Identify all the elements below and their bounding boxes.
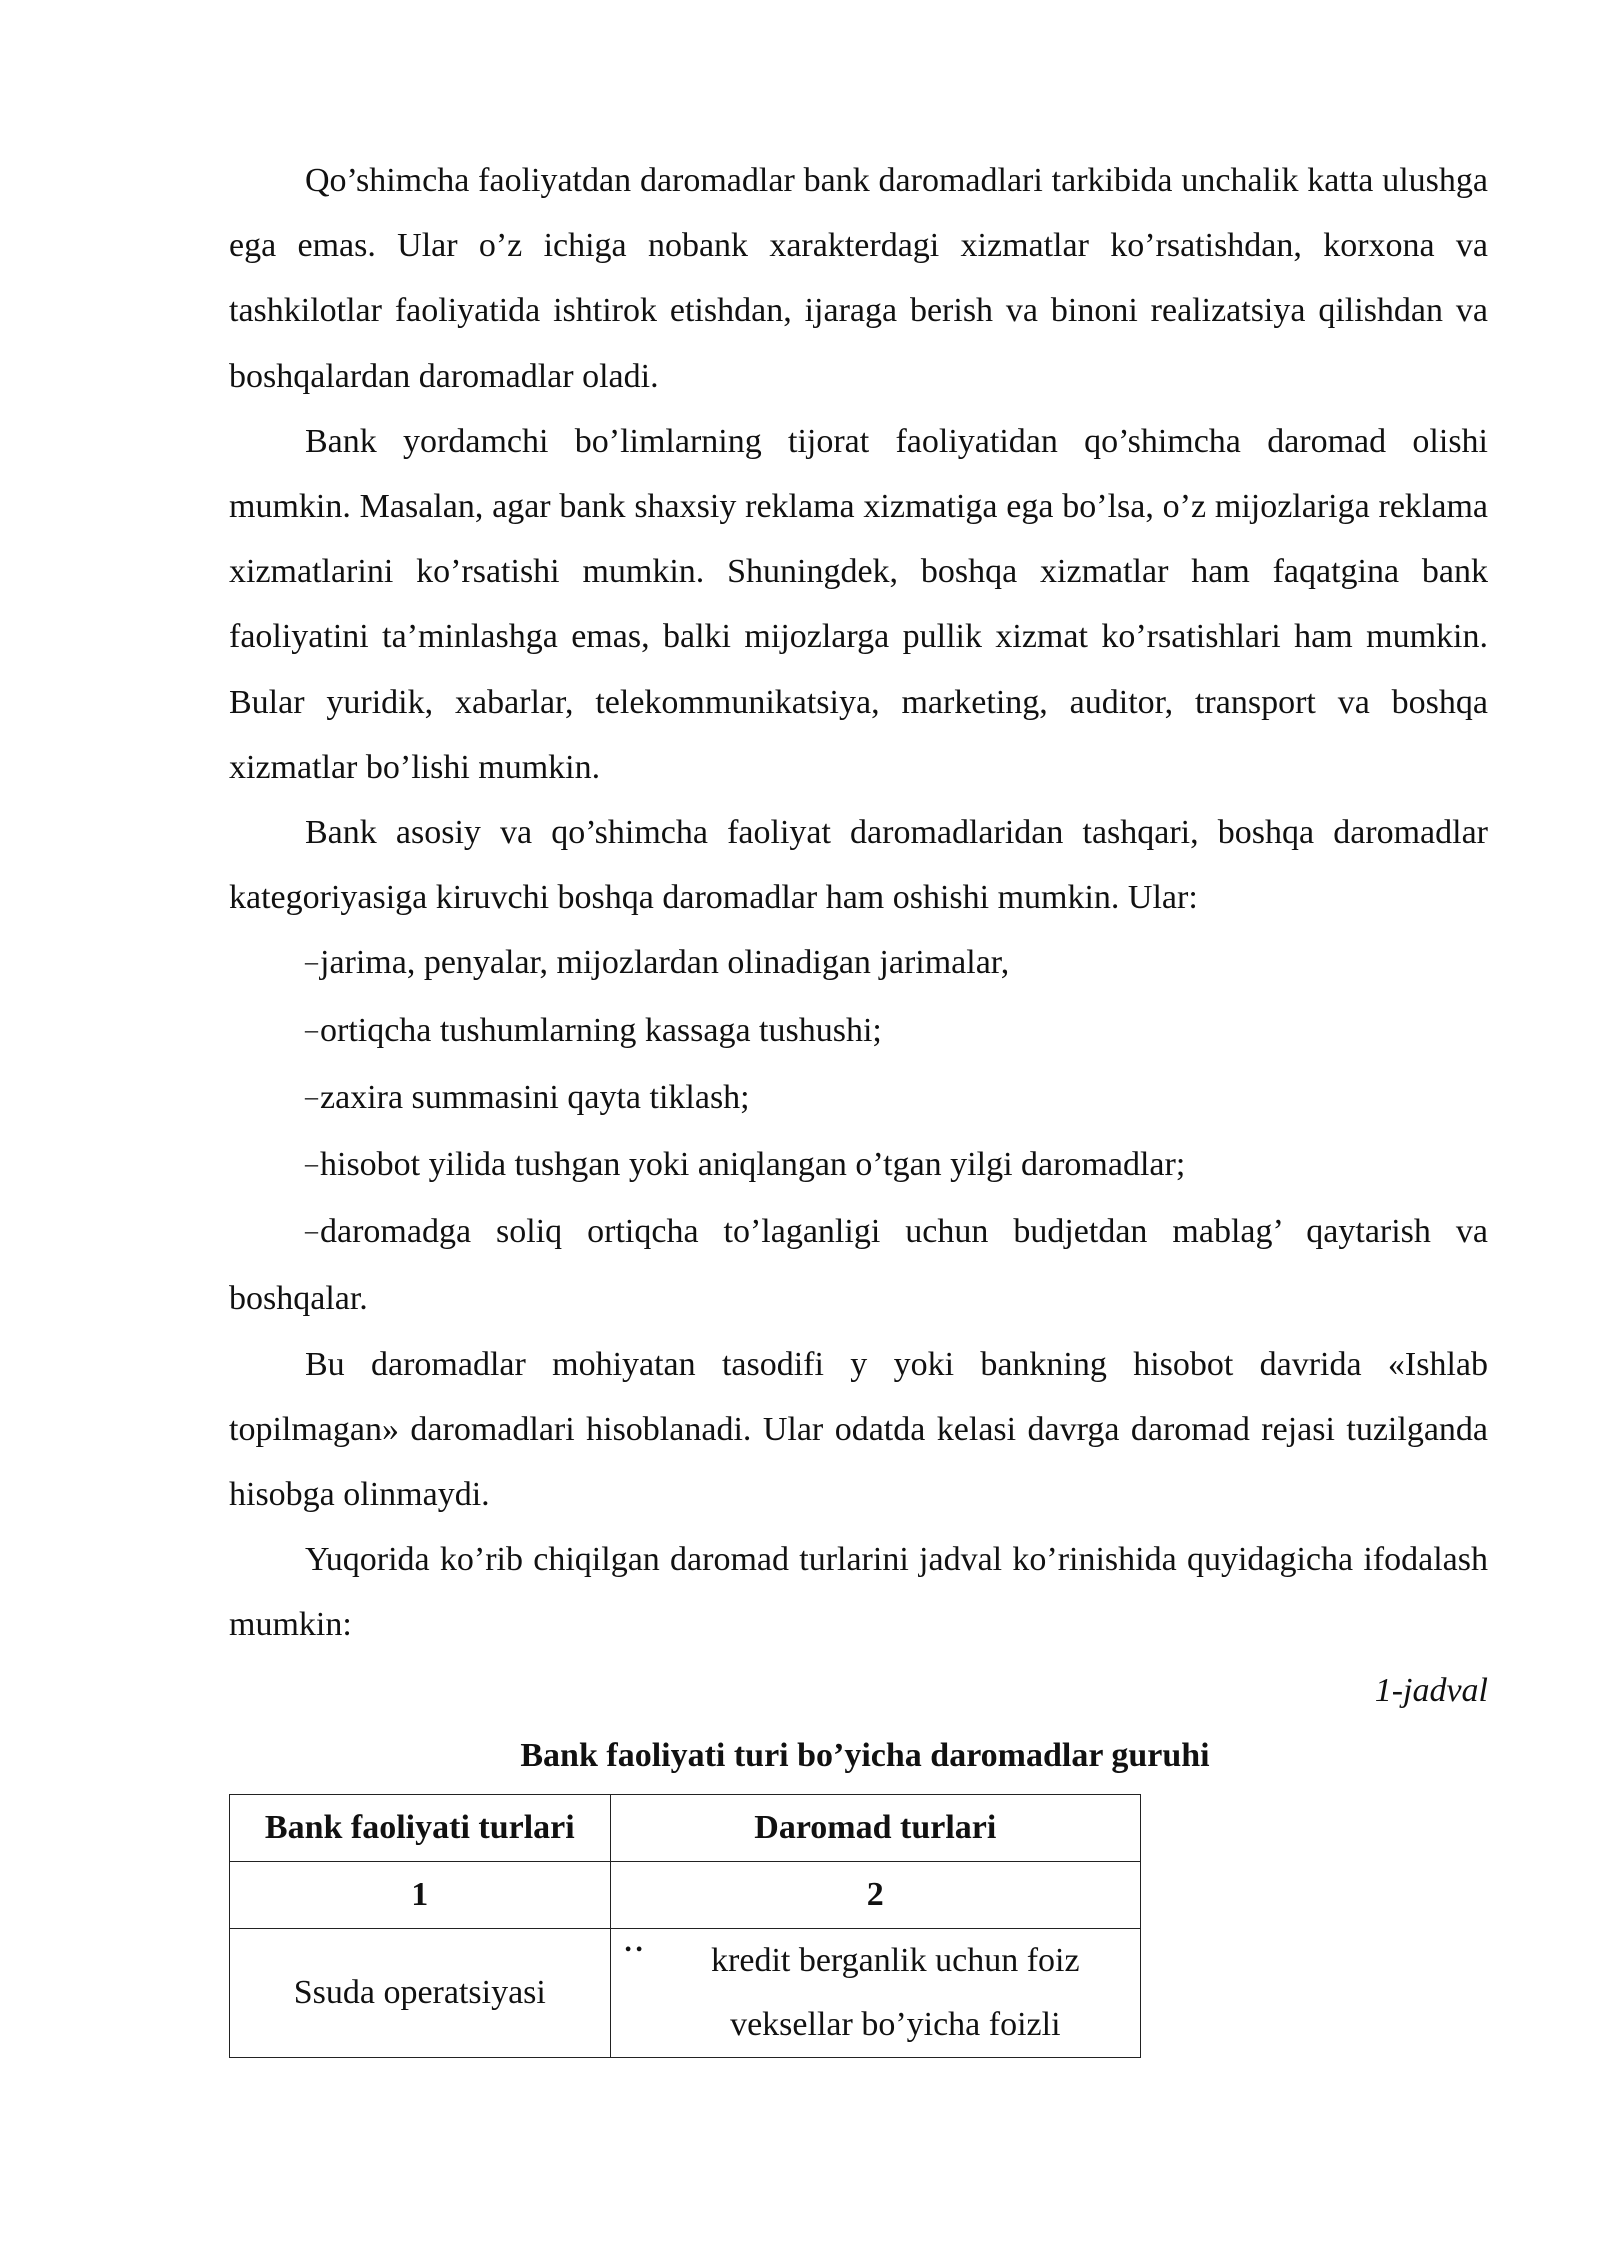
bullet-dots-icon: •• xyxy=(624,1938,647,1961)
paragraph-2: Bank yordamchi bo’limlarning tijorat faoliyatidan qo’shimcha daromad olishi mumkin. Masalan, agar bank shaxsiy reklama xizmatiga ega bo’lsa, o’z mijozlariga reklama xizmatlarini ko’rsatishi mumkin. Shuningdek, boshqa xizmatlar ham faqatgina bank faoliyatini ta’minlashga emas, balki mijozlarga pullik xizmat ko’rsatishlari ham mumkin. Bular yuridik, xabarlar, telekommunikatsiya, marketing, auditor, transport va boshqa xizmatlar bo’lishi mumkin. xyxy=(229,422,1488,786)
paragraph-4: Bu daromadlar mohiyatan tasodifi y yoki bankning hisobot davrida «Ishlab topilmagan» daromadlari hisoblanadi. Ular odatda kelasi davrga daromad rejasi tuzilganda hisobga olinmaydi. xyxy=(229,1345,1488,1514)
dash-marker: – xyxy=(305,947,318,977)
table-header-cell: Bank faoliyati turlari xyxy=(230,1794,611,1861)
list-item: –zaxira summasini qayta tiklash; xyxy=(305,1078,750,1116)
paragraph-3: Bank asosiy va qo’shimcha faoliyat daromadlaridan tashqari, boshqa daromadlar kategoriyasiga kiruvchi boshqa daromadlar ham oshishi mumkin. Ular: xyxy=(229,814,1488,917)
incomes-cell xyxy=(610,1928,1140,2057)
income-item: veksellar bo’yicha foizli xyxy=(730,2005,1061,2043)
table-number-row xyxy=(230,1861,1141,1928)
list-item: –daromadga soliq ortiqcha to’laganligi uchun budjetdan mablag’ qaytarish va boshqalar. xyxy=(229,1213,1488,1318)
income-table xyxy=(229,1794,1141,2058)
bullet-list xyxy=(229,930,1488,1331)
table-header-row xyxy=(230,1794,1141,1861)
paragraph-5: Yuqorida ko’rib chiqilgan daromad turlarini jadval ko’rinishida quyidagicha ifodalash mumkin: xyxy=(229,1541,1488,1644)
income-item: kredit berganlik uchun foiz xyxy=(711,1941,1080,1979)
table-title: Bank faoliyati turi bo’yicha daromadlar guruhi xyxy=(520,1736,1210,1774)
list-item: –jarima, penyalar, mijozlardan olinadigan jarimalar, xyxy=(305,944,1010,982)
dash-marker: – xyxy=(305,1014,318,1044)
table-number-cell: 1 xyxy=(230,1861,611,1928)
table-number-cell: 2 xyxy=(610,1861,1140,1928)
activity-cell: Ssuda operatsiyasi xyxy=(230,1928,611,2057)
list-item: –hisobot yilida tushgan yoki aniqlangan o’tgan yilgi daromadlar; xyxy=(305,1146,1186,1184)
paragraph-1: Qo’shimcha faoliyatdan daromadlar bank daromadlari tarkibida unchalik katta ulushga ega emas. Ular o’z ichiga nobank xarakterdagi xizmatlar ko’rsatishdan, korxona va tashkilotlar faoliyatida ishtirok etishdan, ijaraga berish va binoni realizatsiya qilishdan va boshqalardan daromadlar oladi. xyxy=(229,162,1488,395)
document-page xyxy=(229,148,1488,2058)
table-label: 1-jadval xyxy=(1374,1671,1488,1709)
dash-marker: – xyxy=(305,1149,318,1179)
table-header-cell: Daromad turlari xyxy=(610,1794,1140,1861)
table-row xyxy=(230,1928,1141,2057)
dash-marker: – xyxy=(305,1081,318,1111)
dash-marker: – xyxy=(305,1216,318,1246)
list-item: –ortiqcha tushumlarning kassaga tushushi; xyxy=(305,1011,882,1049)
